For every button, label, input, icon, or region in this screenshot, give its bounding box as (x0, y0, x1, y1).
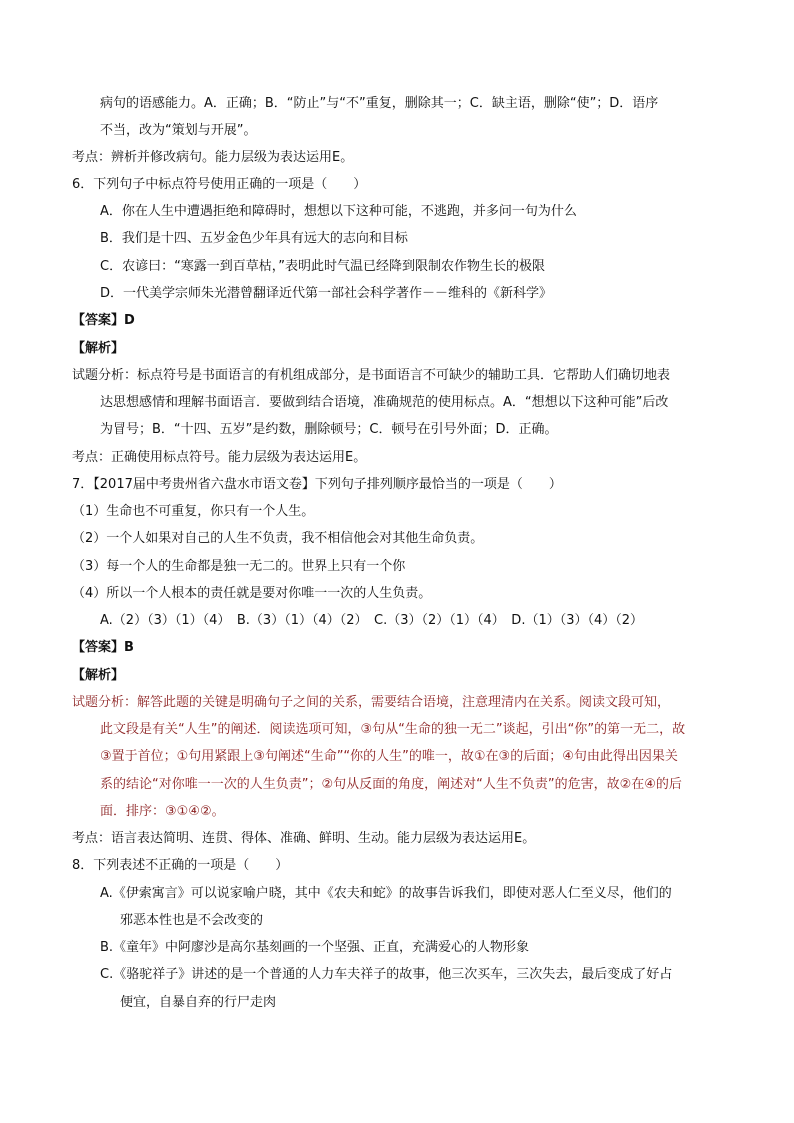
q5-analysis-line: 病句的语感能力。A．正确；B．“防止”与“不”重复，删除其一；C．缺主语，删除“使”；D．语序 (100, 96, 659, 111)
q6-analysis-line: 达思想感情和理解书面语言．要做到结合语境，准确规范的使用标点。A．“想想以下这种可能”后改 (100, 395, 669, 410)
q7-analysis-line: ③置于首位；①句用紧跟上③句阐述“生命”“你的人生”的唯一，故①在③的后面；④句由此得出因果关 (100, 749, 678, 764)
q6-analysis-line: 为冒号；B．“十四、五岁”是约数，删除顿号；C．顿号在引号外面；D．正确。 (100, 422, 558, 437)
q6-option-b: B．我们是十四、五岁金色少年具有远大的志向和目标 (100, 231, 408, 246)
q7-jiexi-heading: 【解析】 (72, 668, 125, 683)
q8-option-c-continued: 便宜，自暴自弃的行尸走肉 (120, 995, 277, 1010)
q5-analysis-line: 不当，改为“策划与开展”。 (100, 123, 257, 138)
q6-kaodian: 考点：正确使用标点符号。能力层级为表达运用E。 (72, 450, 367, 465)
q7-answer: 【答案】B (72, 640, 134, 655)
q6-answer: 【答案】D (72, 313, 135, 328)
q7-analysis-line: 试题分析：解答此题的关键是明确句子之间的关系，需要结合语境，注意理清内在关系。阅读文段可知， (72, 695, 671, 710)
q5-kaodian: 考点：辨析并修改病句。能力层级为表达运用E。 (72, 150, 354, 165)
q7-stem: 7．【2017届中考贵州省六盘水市语文卷】下列句子排列顺序最恰当的一项是（ ） (72, 477, 562, 492)
q8-option-a: A.《伊索寓言》可以说家喻户晓，其中《农夫和蛇》的故事告诉我们，即使对恶人仁至义尽，他们的 (100, 886, 672, 901)
q7-options: A.（2）（3）（1）（4） B.（3）（1）（4）（2） C.（3）（2）（1）（4） D.（1）（3）（4）（2） (100, 613, 644, 628)
q8-stem: 8．下列表述不正确的一项是（ ） (72, 858, 289, 873)
q8-option-a-continued: 邪恶本性也是不会改变的 (120, 913, 264, 928)
q8-option-c: C.《骆驼祥子》讲述的是一个普通的人力车夫祥子的故事，他三次买车，三次失去，最后变成了好占 (100, 967, 673, 982)
q7-sentence-4: （4）所以一个人根本的责任就是要对你唯一一次的人生负责。 (72, 586, 432, 601)
q7-analysis-line: 此文段是有关“人生”的阐述．阅读选项可知，③句从“生命的独一无二”谈起，引出“你”的第一无二，故 (100, 722, 686, 737)
q7-sentence-3: （3）每一个人的生命都是独一无二的。世界上只有一个你 (72, 559, 406, 574)
q7-sentence-2: （2）一个人如果对自己的人生不负责，我不相信他会对其他生命负责。 (72, 531, 484, 546)
q6-option-d: D．一代美学宗师朱光潜曾翻译近代第一部社会科学著作－－维科的《新科学》 (100, 286, 553, 301)
q7-kaodian: 考点：语言表达简明、连贯、得体、准确、鲜明、生动。能力层级为表达运用E。 (72, 831, 536, 846)
q6-stem: 6．下列句子中标点符号使用正确的一项是（ ） (72, 177, 367, 192)
q7-sentence-1: （1）生命也不可重复，你只有一个人生。 (72, 504, 315, 519)
q7-analysis-line: 系的结论“对你唯一一次的人生负责”；②句从反面的角度，阐述对“人生不负责”的危害，故②在④的后 (100, 777, 682, 792)
q8-option-b: B.《童年》中阿廖沙是高尔基刻画的一个坚强、正直，充满爱心的人物形象 (100, 940, 530, 955)
q6-option-c: C．农谚曰：“寒露一到百草枯，”表明此时气温已经降到限制农作物生长的极限 (100, 259, 546, 274)
q6-analysis-line: 试题分析：标点符号是书面语言的有机组成部分，是书面语言不可缺少的辅助工具．它帮助人们确切地表 (72, 368, 671, 383)
q6-option-a: A．你在人生中遭遇拒绝和障碍时，想想以下这种可能，不逃跑，并多问一句为什么 (100, 204, 577, 219)
q7-analysis-line: 面．排序：③①④②。 (100, 804, 225, 819)
q6-jiexi-heading: 【解析】 (72, 341, 125, 356)
